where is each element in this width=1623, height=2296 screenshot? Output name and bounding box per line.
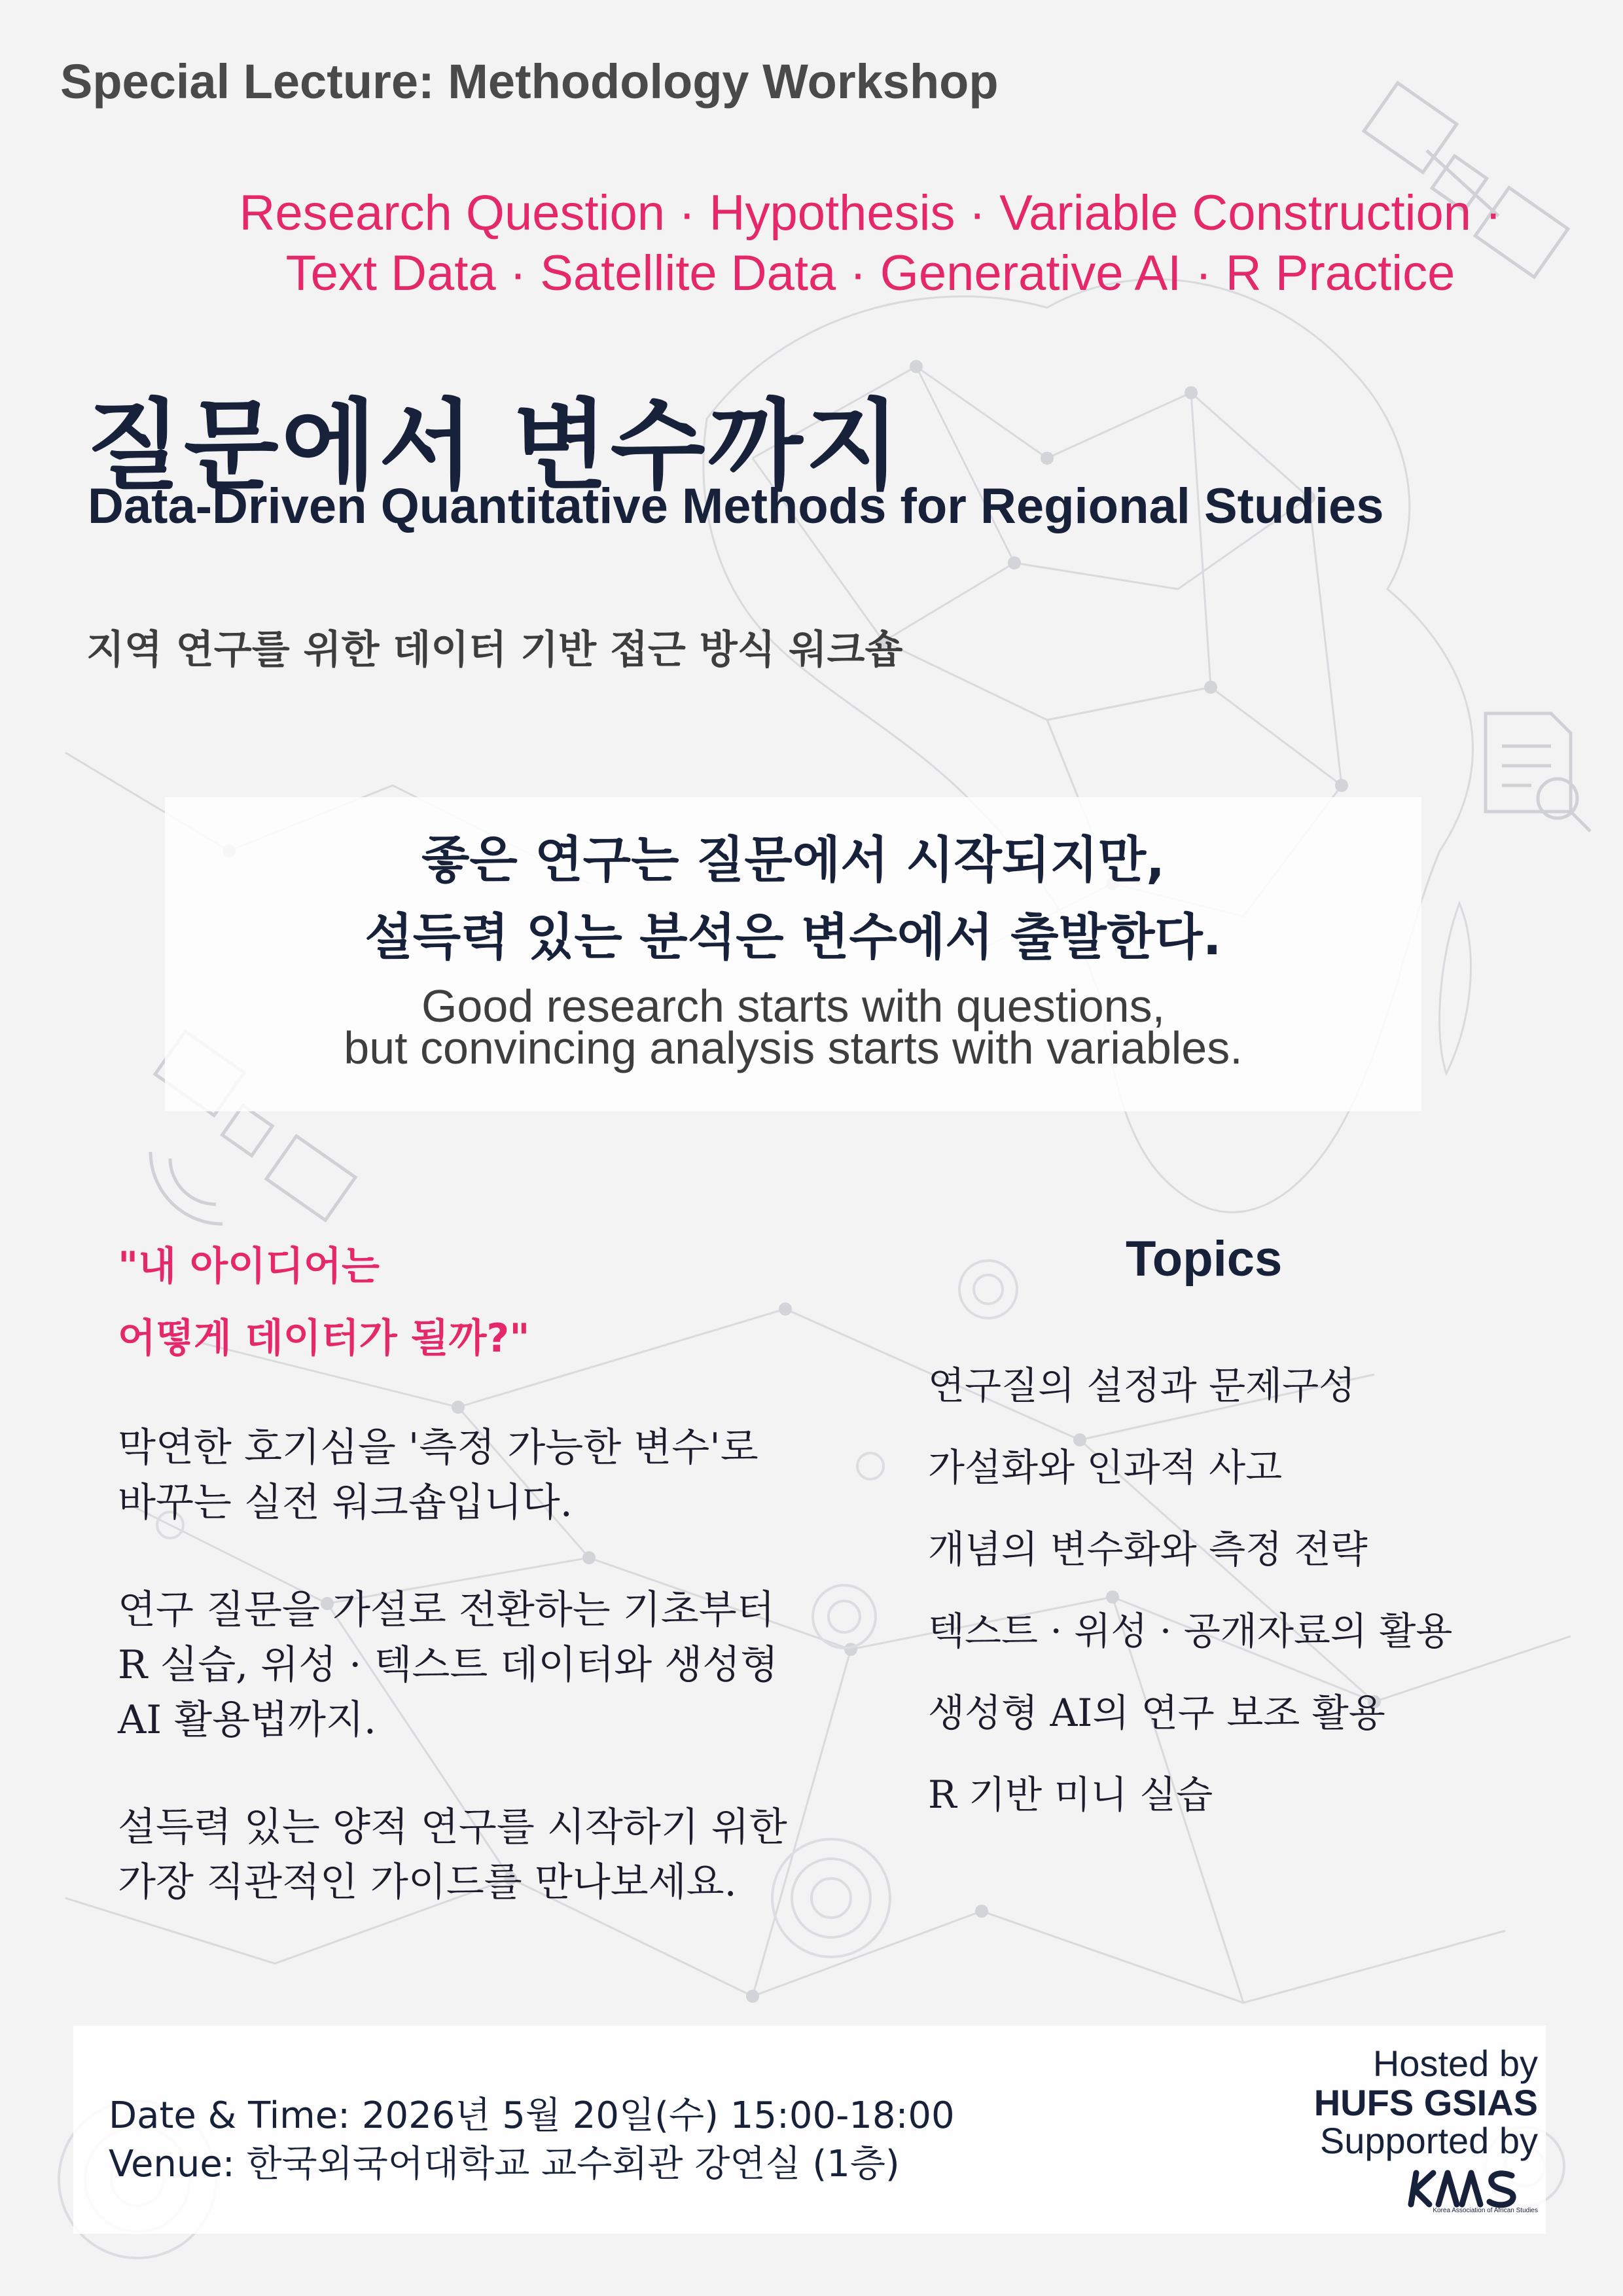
- keywords-line-2: Text Data · Satellite Data · Generative AI · R Practice: [285, 245, 1455, 301]
- intro-paragraph-3-line-1: 설득력 있는 양적 연구를 시작하기 위한: [118, 1804, 787, 1850]
- topic-item: 개념의 변수화와 측정 전략: [928, 1527, 1368, 1571]
- quote-korean: [165, 821, 1421, 976]
- keywords-line-1: Research Question · Hypothesis · Variable Construction ·: [239, 185, 1502, 241]
- intro-paragraph-2: [118, 1583, 903, 1748]
- topic-item: 생성형 AI의 연구 보조 활용: [928, 1691, 1385, 1735]
- date-time: Date & Time: 2026년 5월 20일(수) 15:00-18:00: [109, 2094, 955, 2137]
- topic-item: 연구질의 설정과 문제구성: [928, 1363, 1356, 1408]
- topic-item: R 기반 미니 실습: [928, 1772, 1213, 1817]
- subtitle-korean: 지역 연구를 위한 데이터 기반 접근 방식 워크숍: [86, 627, 903, 673]
- kaas-name: Korea Association of African Studies: [1433, 2207, 1538, 2214]
- topic-item: 텍스트 · 위성 · 공개자료의 활용: [928, 1609, 1453, 1653]
- intro-question: [118, 1230, 529, 1374]
- quote-english-line-2: but convincing analysis starts with variables.: [344, 1022, 1243, 1073]
- host-name-text: HUFS GSIAS: [1313, 2082, 1538, 2123]
- event-kicker: Special Lecture: Methodology Workshop: [60, 54, 999, 109]
- quote-english-line-1: Good research starts with questions,: [421, 980, 1166, 1031]
- title-english: Data-Driven Quantitative Methods for Regional Studies: [88, 478, 1384, 534]
- host-name: [1314, 2081, 1538, 2124]
- intro-paragraph-3: [118, 1800, 903, 1910]
- intro-paragraph-1: [118, 1420, 903, 1530]
- venue: Venue: 한국외국어대학교 교수회관 강연실 (1층): [109, 2143, 900, 2185]
- intro-paragraph-2-line-2: R 실습, 위성 · 텍스트 데이터와 생성형: [118, 1642, 779, 1688]
- intro-question-line-1: "내 아이디어는: [118, 1244, 380, 1289]
- quote-english: [165, 980, 1421, 1073]
- intro-paragraph-2-line-1: 연구 질문을 가설로 전환하는 기초부터: [118, 1587, 775, 1633]
- intro-paragraph-1-line-2: 바꾸는 실전 워크숍입니다.: [118, 1480, 573, 1526]
- quote-korean-line-2: 설득력 있는 분석은 변수에서 출발한다.: [365, 908, 1222, 966]
- intro-paragraph-2-line-3: AI 활용법까지.: [118, 1697, 376, 1743]
- keyword-list: [157, 183, 1584, 304]
- document-search-icon: [1486, 713, 1590, 831]
- hosted-by-label: Hosted by: [1372, 2043, 1538, 2084]
- intro-question-line-2: 어떻게 데이터가 될까?": [118, 1316, 530, 1361]
- title-korean: 질문에서 변수까지: [86, 389, 903, 503]
- intro-paragraph-3-line-2: 가장 직관적인 가이드를 만나보세요.: [118, 1859, 737, 1905]
- intro-paragraph-1-line-1: 막연한 호기심을 '측정 가능한 변수'로: [118, 1425, 758, 1471]
- quote-korean-line-1: 좋은 연구는 질문에서 시작되지만,: [421, 831, 1166, 889]
- kaas-logo: [1407, 2166, 1538, 2219]
- supported-by-label: Supported by: [1319, 2120, 1538, 2161]
- topic-item: 가설화와 인과적 사고: [928, 1445, 1283, 1490]
- topics-heading: Topics: [1126, 1231, 1283, 1287]
